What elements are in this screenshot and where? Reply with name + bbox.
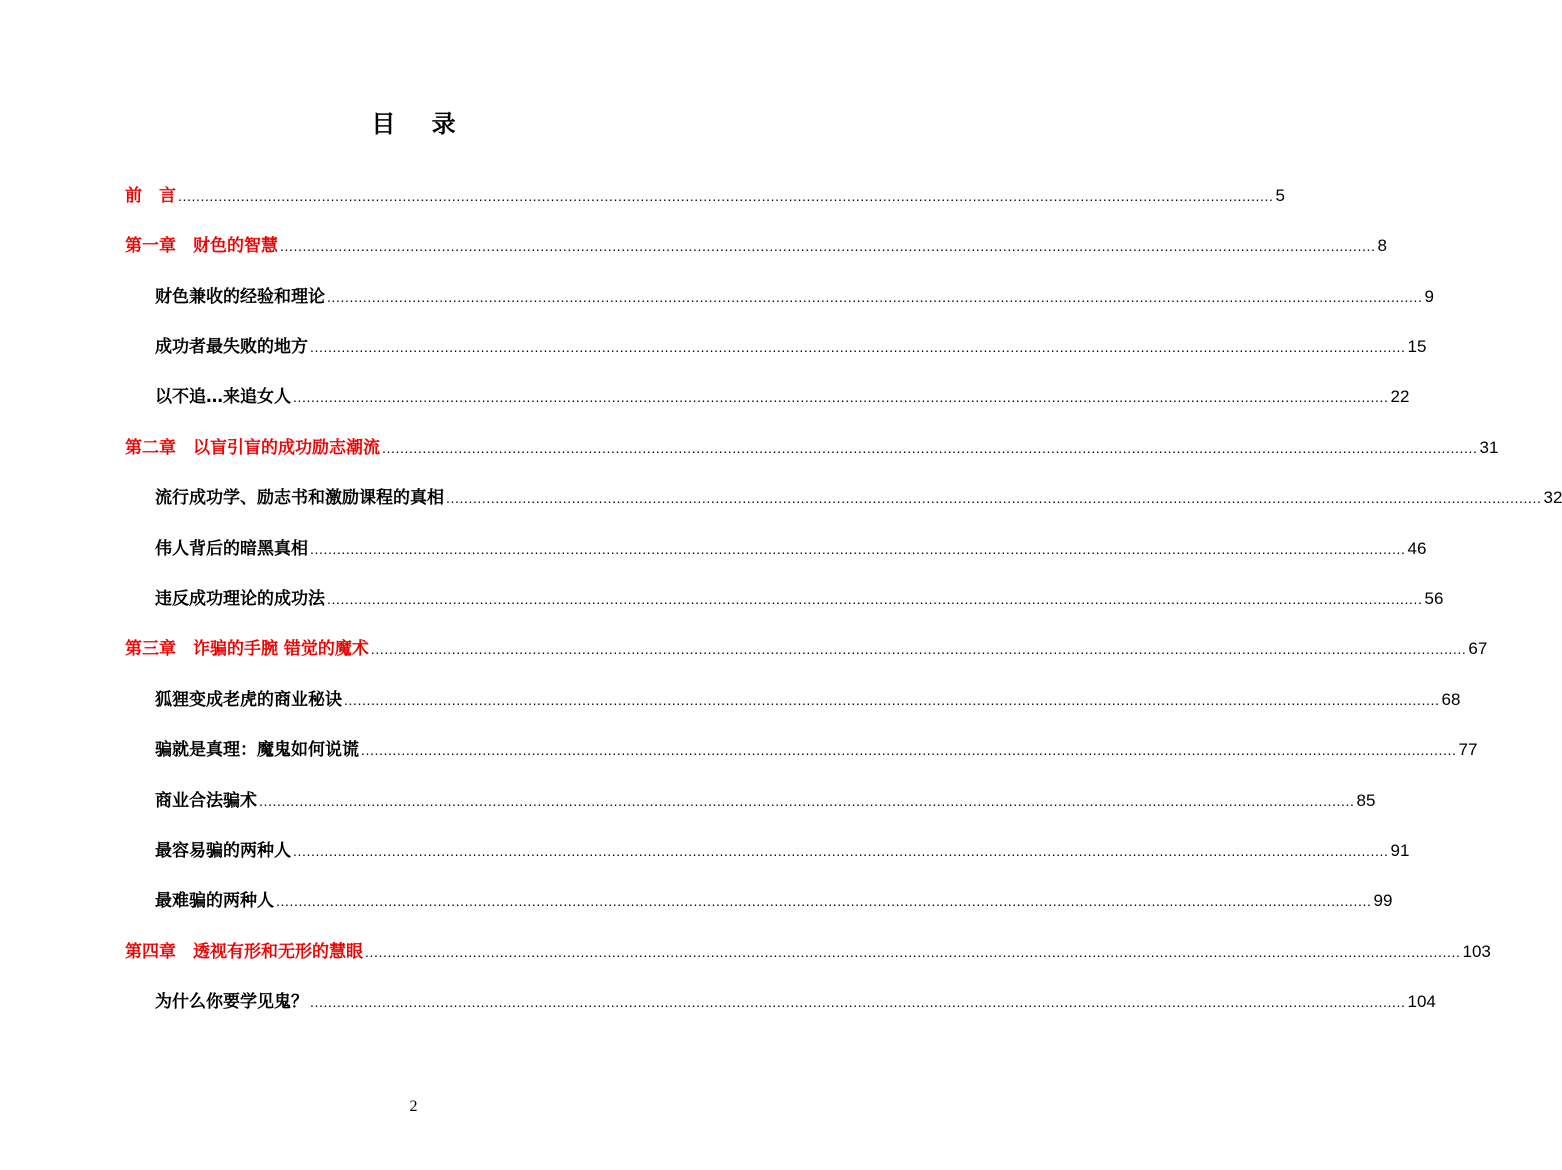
dot-leader: .................................................................................................................................................................................................................................................... [344, 692, 1440, 708]
toc-page-number: 9 [1424, 287, 1434, 306]
toc-page-number: 85 [1356, 791, 1376, 810]
toc-page-number: 99 [1373, 891, 1393, 910]
dot-leader: .................................................................................................................................................................................................................................................... [327, 289, 1423, 305]
toc-entry[interactable] [155, 735, 1478, 760]
toc-page-number: 68 [1441, 690, 1461, 709]
toc-entry[interactable] [155, 282, 1434, 307]
toc-entry-label: 以不追…来追女人 [155, 387, 291, 407]
toc-page-number: 91 [1390, 841, 1410, 860]
toc-entry-label: 骗就是真理：魔鬼如何说谎 [155, 740, 359, 760]
toc-entry[interactable] [155, 886, 1393, 911]
toc-entry-label: 第一章 财色的智慧 [125, 236, 278, 256]
toc-entry[interactable] [125, 634, 1488, 659]
toc-entry-label: 为什么你要学见鬼？ [155, 992, 308, 1012]
dot-leader: .................................................................................................................................................................................................................................................... [446, 490, 1542, 506]
toc-entry-label: 违反成功理论的成功法 [155, 589, 325, 609]
toc-page-number: 5 [1275, 186, 1285, 205]
dot-leader: .................................................................................................................................................................................................................................................... [327, 591, 1423, 607]
dot-leader: .................................................................................................................................................................................................................................................... [280, 238, 1376, 254]
dot-leader: .................................................................................................................................................................................................................................................... [310, 994, 1406, 1010]
dot-leader: .................................................................................................................................................................................................................................................... [382, 440, 1478, 456]
dot-leader: .................................................................................................................................................................................................................................................... [365, 944, 1461, 960]
toc-entry-label: 第二章 以盲引盲的成功励志潮流 [125, 438, 380, 458]
toc-entry-label: 前 言 [125, 186, 176, 206]
toc-entry-label: 伟人背后的暗黑真相 [155, 539, 308, 559]
toc-entry-label: 最难骗的两种人 [155, 891, 274, 911]
dot-leader: .................................................................................................................................................................................................................................................... [361, 742, 1457, 758]
toc-page-number: 46 [1407, 539, 1427, 558]
dot-leader: .................................................................................................................................................................................................................................................... [310, 541, 1406, 557]
toc-entry[interactable] [125, 231, 1387, 256]
toc-entry[interactable] [155, 584, 1444, 609]
toc-entry[interactable] [155, 987, 1436, 1012]
toc-entry-label: 流行成功学、励志书和激励课程的真相 [155, 488, 444, 508]
toc-entry[interactable] [155, 332, 1427, 357]
toc-entry-label: 第四章 透视有形和无形的慧眼 [125, 942, 363, 962]
dot-leader: .................................................................................................................................................................................................................................................... [293, 389, 1389, 405]
page-title: 目 录 [371, 110, 470, 138]
toc-entry-label: 商业合法骗术 [155, 791, 257, 811]
toc-entry[interactable] [155, 534, 1427, 559]
dot-leader: .................................................................................................................................................................................................................................................... [310, 339, 1406, 355]
toc-entry-label: 最容易骗的两种人 [155, 841, 291, 861]
toc-page-number: 8 [1377, 236, 1387, 255]
dot-leader: .................................................................................................................................................................................................................................................... [178, 188, 1274, 204]
toc-page-number: 22 [1390, 387, 1410, 406]
toc-entry[interactable] [125, 181, 1285, 206]
toc-page-number: 32 [1543, 488, 1562, 507]
page-number-footer: 2 [409, 1098, 418, 1115]
toc-page-number: 67 [1468, 639, 1488, 658]
dot-leader: .................................................................................................................................................................................................................................................... [293, 843, 1389, 859]
toc-entry-label: 成功者最失败的地方 [155, 337, 308, 357]
toc-entry[interactable] [125, 433, 1499, 458]
toc-entry[interactable] [125, 937, 1491, 962]
toc-page-number: 15 [1407, 337, 1427, 356]
toc-page-number: 31 [1479, 438, 1499, 457]
dot-leader: .................................................................................................................................................................................................................................................... [276, 893, 1372, 909]
toc-entry[interactable] [155, 786, 1376, 811]
toc-entry[interactable] [155, 483, 1562, 508]
toc-entry[interactable] [155, 382, 1410, 407]
dot-leader: .................................................................................................................................................................................................................................................... [259, 793, 1355, 809]
toc-entry-label: 财色兼收的经验和理论 [155, 287, 325, 307]
dot-leader: .................................................................................................................................................................................................................................................... [370, 641, 1467, 657]
toc-page-number: 104 [1407, 992, 1436, 1011]
toc-entry[interactable] [155, 836, 1410, 861]
toc-entry[interactable] [155, 685, 1461, 710]
toc-page-number: 77 [1458, 740, 1478, 759]
toc-entry-label: 狐狸变成老虎的商业秘诀 [155, 690, 342, 710]
toc-page-number: 56 [1424, 589, 1444, 608]
toc-entry-label: 第三章 诈骗的手腕 错觉的魔术 [125, 639, 369, 659]
toc-page-number: 103 [1462, 942, 1491, 961]
